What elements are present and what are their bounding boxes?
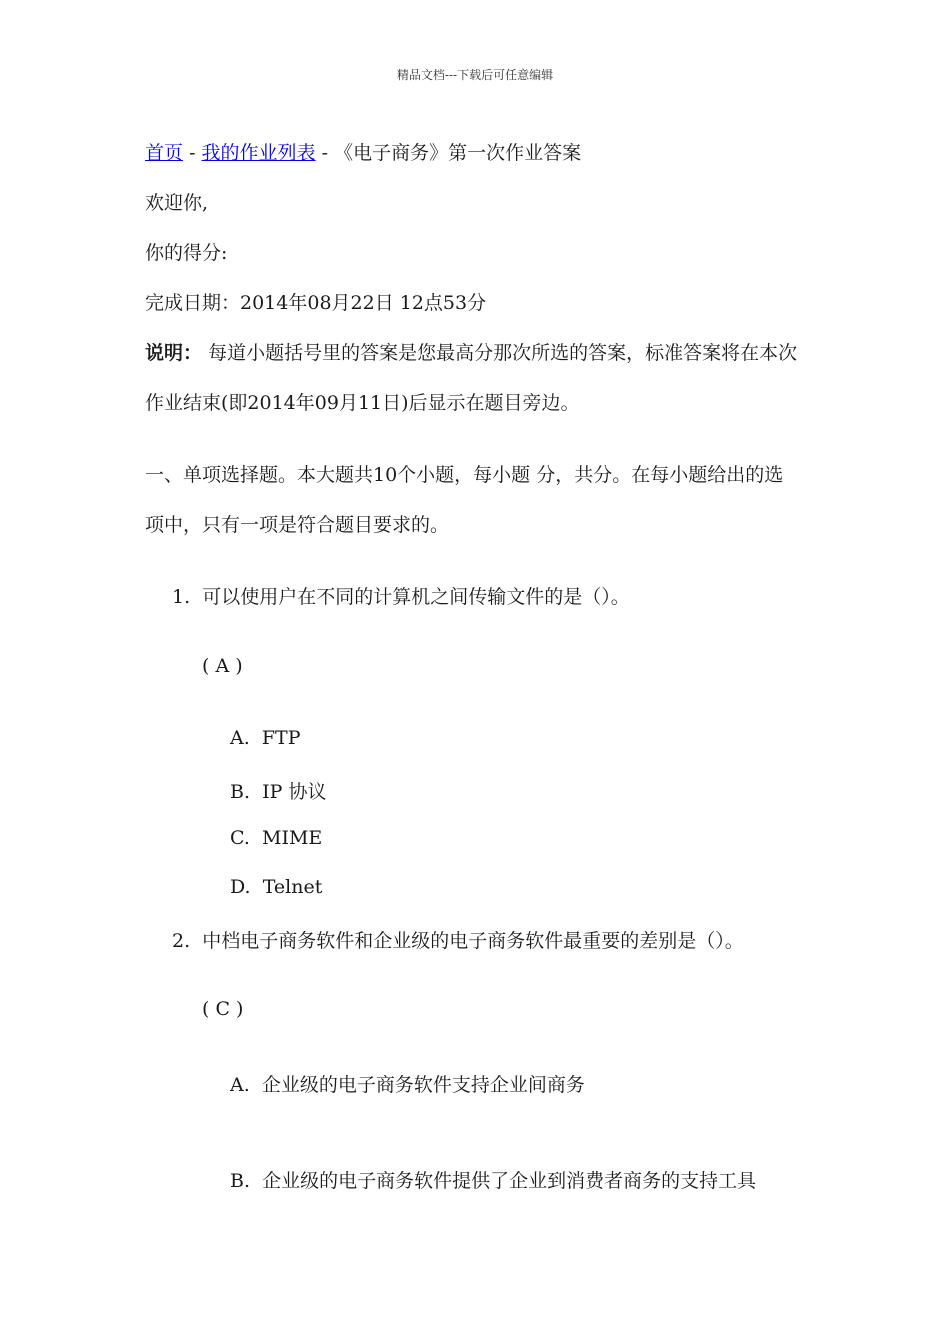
question-1-option-a — [230, 727, 301, 749]
option-letter: C. — [230, 827, 250, 849]
breadcrumb-homework-list-link[interactable]: 我的作业列表 — [201, 142, 316, 164]
option-text: MIME — [262, 827, 323, 849]
question-2-answer: ( C ) — [202, 998, 244, 1020]
option-letter: B. — [230, 781, 251, 803]
breadcrumb-separator: - — [189, 142, 196, 164]
question-text: 中档电子商务软件和企业级的电子商务软件最重要的差别是（）。 — [202, 930, 744, 952]
note-text-2: 作业结束(即2014年09月11日)后显示在题目旁边。 — [145, 392, 580, 414]
question-1-option-d — [230, 876, 322, 898]
option-text: Telnet — [262, 876, 323, 898]
option-letter: A. — [230, 727, 250, 749]
breadcrumb-home-link[interactable]: 首页 — [145, 142, 184, 164]
option-text: FTP — [261, 727, 301, 749]
breadcrumb-current-page: 《电子商务》第一次作业答案 — [334, 142, 582, 164]
option-text: IP 协议 — [262, 781, 327, 803]
question-1-option-b — [230, 777, 326, 804]
section-heading-line-1: 一、单项选择题。本大题共10个小题，每小题 分，共分。在每小题给出的选 — [145, 464, 784, 486]
option-letter: B. — [230, 1170, 251, 1192]
score-label: 你的得分: — [145, 242, 228, 264]
question-text: 可以使用户在不同的计算机之间传输文件的是（）。 — [202, 586, 630, 608]
question-number: 2. — [172, 930, 191, 952]
welcome-text: 欢迎你, — [145, 192, 209, 214]
option-text: 企业级的电子商务软件提供了企业到消费者商务的支持工具 — [262, 1170, 757, 1192]
breadcrumb — [145, 138, 581, 165]
question-number: 1. — [172, 586, 191, 608]
breadcrumb-separator: - — [321, 142, 329, 164]
note-line-1 — [145, 338, 797, 365]
question-2-option-b — [230, 1166, 756, 1193]
completion-date: 完成日期：2014年08月22日 12点53分 — [145, 292, 487, 314]
question-1-option-c — [230, 827, 322, 849]
note-label: 说明： — [145, 342, 203, 364]
question-1-answer: ( A ) — [202, 655, 243, 677]
question-1 — [172, 582, 630, 609]
section-heading-line-2: 项中，只有一项是符合题目要求的。 — [145, 514, 450, 536]
option-text: 企业级的电子商务软件支持企业间商务 — [261, 1074, 585, 1096]
question-2 — [172, 926, 744, 953]
option-letter: A. — [230, 1074, 250, 1096]
document-header-note: 精品文档---下载后可任意编辑 — [396, 68, 554, 82]
note-text-1: 每道小题括号里的答案是您最高分那次所选的答案，标准答案将在本次 — [208, 342, 798, 364]
option-letter: D. — [230, 876, 251, 898]
question-2-option-a — [230, 1070, 585, 1097]
